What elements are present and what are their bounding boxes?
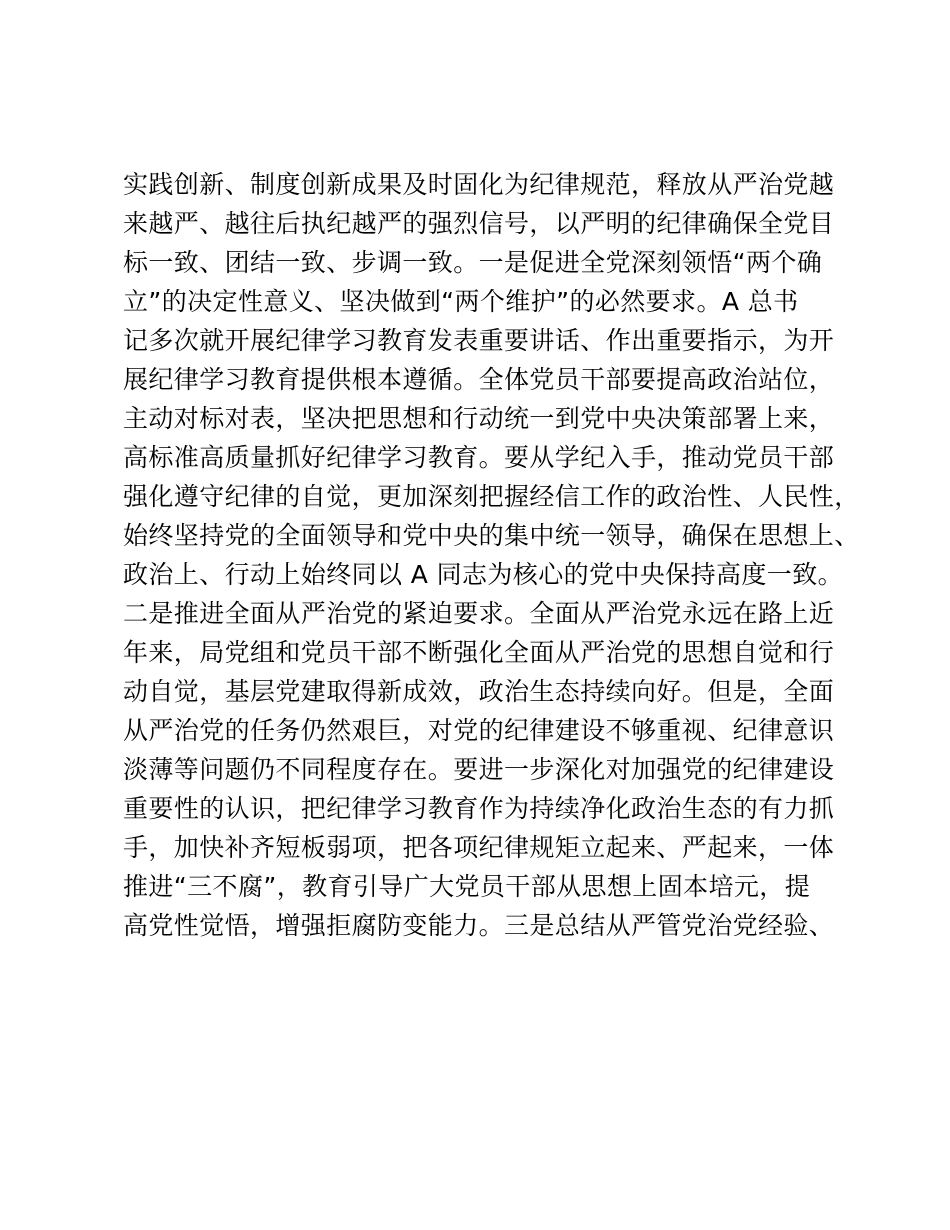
text-line: 主动对标对表，坚决把思想和行动统一到党中央决策部署上来， — [123, 404, 835, 433]
text-line: 展纪律学习教育提供根本遵循。全体党员干部要提高政治站位， — [123, 365, 835, 394]
text-line: 年来，局党组和党员干部不断强化全面从严治党的思想自觉和行 — [123, 638, 835, 667]
text-line: 政治上、行动上始终同以 A 同志为核心的党中央保持高度一致。 — [123, 560, 843, 589]
text-line: 标一致、团结一致、步调一致。一是促进全党深刻领悟“两个确 — [123, 248, 823, 277]
text-line: 记多次就开展纪律学习教育发表重要讲话、作出重要指示，为开 — [123, 326, 835, 355]
text-line: 立”的决定性意义、坚决做到“两个维护”的必然要求。A 总书 — [123, 287, 799, 316]
text-line: 高标准高质量抓好纪律学习教育。要从学纪入手，推动党员干部 — [123, 443, 835, 472]
text-line: 来越严、越往后执纪越严的强烈信号，以严明的纪律确保全党目 — [123, 209, 835, 238]
text-line: 始终坚持党的全面领导和党中央的集中统一领导，确保在思想上、 — [123, 521, 860, 550]
text-line: 二是推进全面从严治党的紧迫要求。全面从严治党永远在路上近 — [123, 599, 835, 628]
text-line: 手，加快补齐短板弱项，把各项纪律规矩立起来、严起来，一体 — [123, 833, 835, 862]
text-line: 动自觉，基层党建取得新成效，政治生态持续向好。但是，全面 — [123, 677, 835, 706]
text-line: 推进“三不腐”，教育引导广大党员干部从思想上固本培元，提 — [123, 872, 811, 901]
text-line: 强化遵守纪律的自觉，更加深刻把握经信工作的政治性、人民性， — [123, 482, 860, 511]
text-line: 淡薄等问题仍不同程度存在。要进一步深化对加强党的纪律建设 — [123, 755, 835, 784]
body-paragraph — [123, 165, 860, 945]
text-line: 重要性的认识，把纪律学习教育作为持续净化政治生态的有力抓 — [123, 794, 835, 823]
text-line: 从严治党的任务仍然艰巨，对党的纪律建设不够重视、纪律意识 — [123, 716, 835, 745]
text-line: 高党性觉悟，增强拒腐防变能力。三是总结从严管党治党经验、 — [123, 911, 835, 940]
text-line: 实践创新、制度创新成果及时固化为纪律规范，释放从严治党越 — [123, 170, 835, 199]
